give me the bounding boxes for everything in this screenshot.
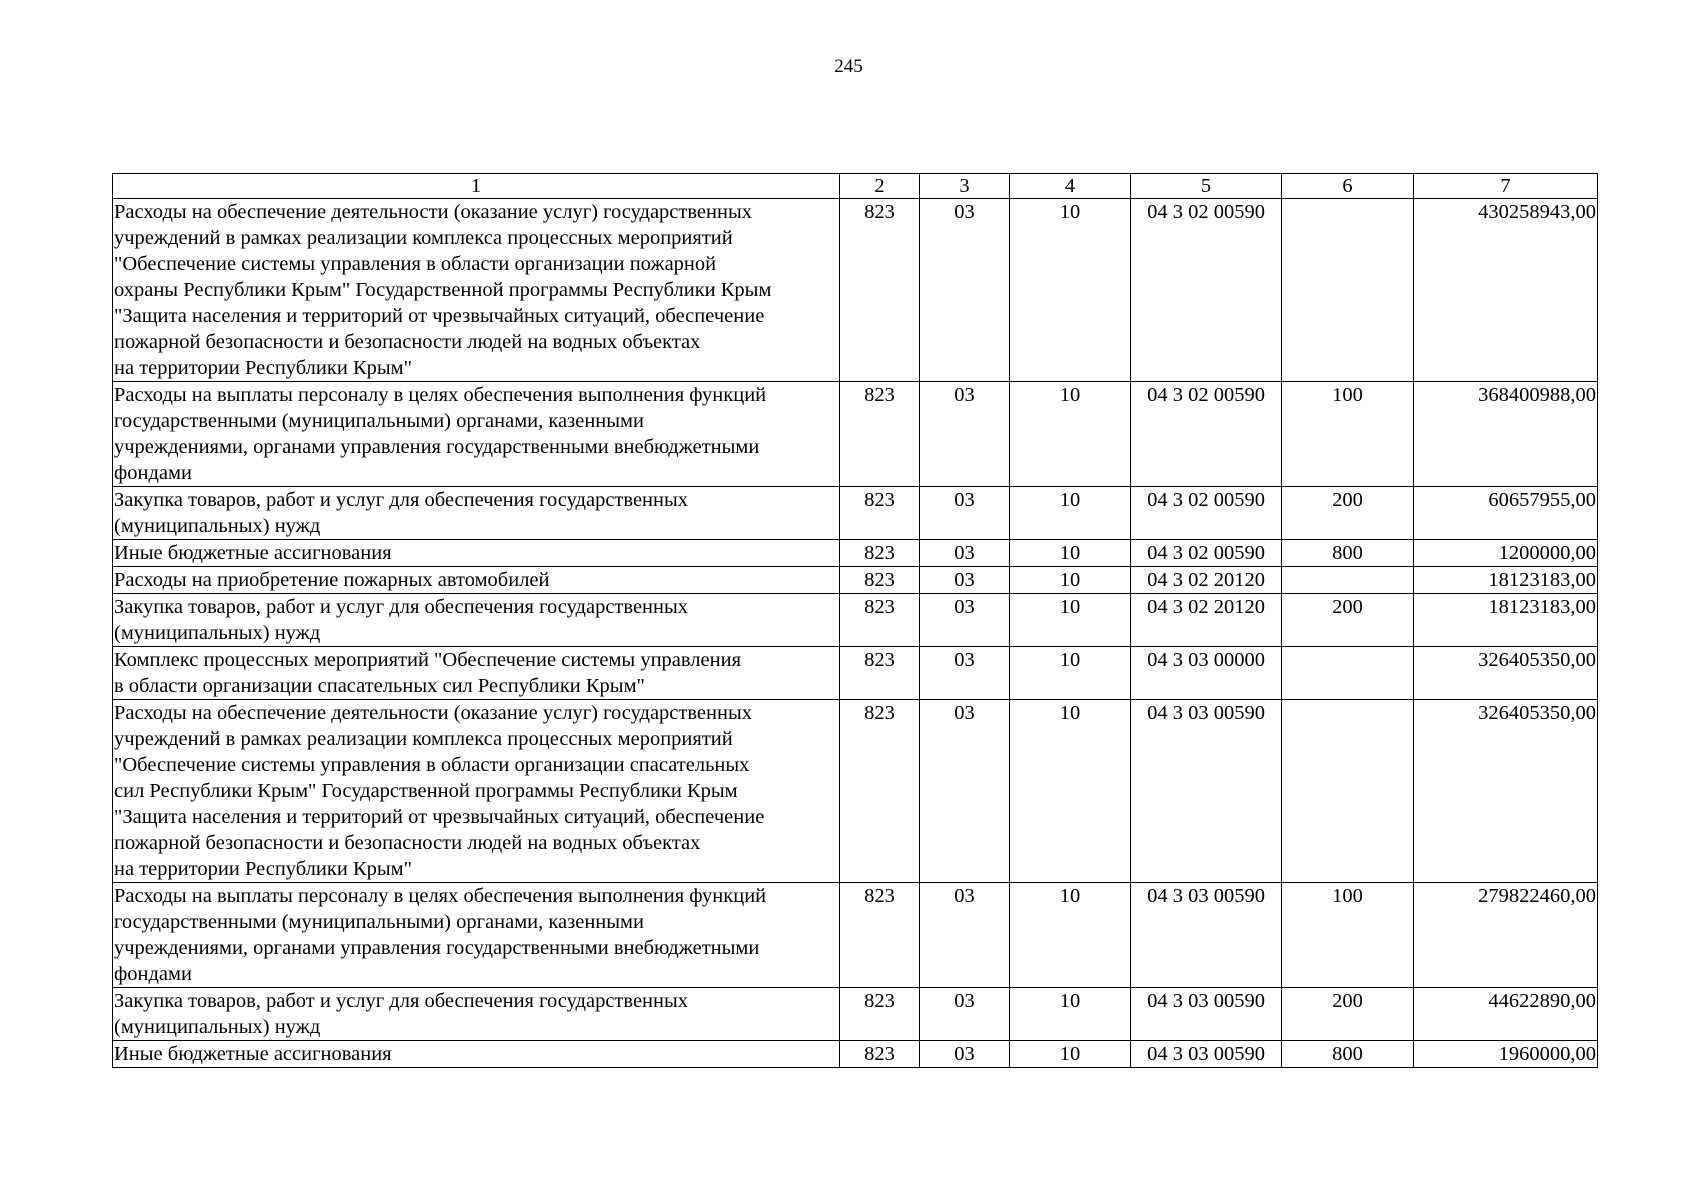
table-row <box>113 540 1598 567</box>
cell-expense-type: 800 <box>1282 540 1414 567</box>
cell-target-article: 04 3 02 00590 <box>1131 382 1282 487</box>
cell-amount: 60657955,00 <box>1414 487 1598 540</box>
table-row <box>113 594 1598 647</box>
cell-amount: 18123183,00 <box>1414 567 1598 594</box>
table-row <box>113 700 1598 883</box>
cell-amount: 44622890,00 <box>1414 988 1598 1041</box>
table-header-row <box>113 174 1598 199</box>
cell-amount: 326405350,00 <box>1414 700 1598 883</box>
cell-amount: 18123183,00 <box>1414 594 1598 647</box>
cell-grbs: 823 <box>840 1041 920 1068</box>
cell-amount: 279822460,00 <box>1414 883 1598 988</box>
cell-target-article: 04 3 02 00590 <box>1131 540 1282 567</box>
table-row <box>113 199 1598 382</box>
row-description: Расходы на обеспечение деятельности (оказание услуг) государственных учреждений в рамках реализации комплекса процессных мероприятий "Обеспечение системы управления в области организации пожарной охраны Республики Крым" Государственной программы Республики Крым "Защита населения и территорий от чрезвычайных ситуаций, обеспечение пожарной безопасности и безопасности людей на водных объектах на территории Республики Крым" <box>113 199 840 382</box>
cell-grbs: 823 <box>840 540 920 567</box>
row-description: Закупка товаров, работ и услуг для обеспечения государственных (муниципальных) нужд <box>113 487 840 540</box>
table-row <box>113 1041 1598 1068</box>
cell-subsection: 10 <box>1010 1041 1131 1068</box>
cell-expense-type: 800 <box>1282 1041 1414 1068</box>
cell-amount: 430258943,00 <box>1414 199 1598 382</box>
row-description: Закупка товаров, работ и услуг для обеспечения государственных (муниципальных) нужд <box>113 594 840 647</box>
cell-section: 03 <box>920 883 1010 988</box>
cell-subsection: 10 <box>1010 567 1131 594</box>
cell-subsection: 10 <box>1010 594 1131 647</box>
column-header: 1 <box>113 174 840 199</box>
row-description: Комплекс процессных мероприятий "Обеспечение системы управления в области организации спасательных сил Республики Крым" <box>113 647 840 700</box>
cell-grbs: 823 <box>840 487 920 540</box>
cell-expense-type <box>1282 567 1414 594</box>
column-header: 4 <box>1010 174 1131 199</box>
cell-subsection: 10 <box>1010 382 1131 487</box>
cell-subsection: 10 <box>1010 883 1131 988</box>
row-description: Расходы на выплаты персоналу в целях обеспечения выполнения функций государственными (муниципальными) органами, казенными учреждениями, органами управления государственными внебюджетными фондами <box>113 382 840 487</box>
column-header: 3 <box>920 174 1010 199</box>
cell-section: 03 <box>920 199 1010 382</box>
cell-grbs: 823 <box>840 988 920 1041</box>
cell-target-article: 04 3 02 20120 <box>1131 567 1282 594</box>
cell-section: 03 <box>920 647 1010 700</box>
table-row <box>113 382 1598 487</box>
row-description: Расходы на выплаты персоналу в целях обеспечения выполнения функций государственными (муниципальными) органами, казенными учреждениями, органами управления государственными внебюджетными фондами <box>113 883 840 988</box>
table-row <box>113 567 1598 594</box>
cell-amount: 1200000,00 <box>1414 540 1598 567</box>
table-row <box>113 487 1598 540</box>
cell-section: 03 <box>920 540 1010 567</box>
cell-subsection: 10 <box>1010 199 1131 382</box>
cell-expense-type: 200 <box>1282 594 1414 647</box>
row-description: Расходы на обеспечение деятельности (оказание услуг) государственных учреждений в рамках реализации комплекса процессных мероприятий "Обеспечение системы управления в области организации спасательных сил Республики Крым" Государственной программы Республики Крым "Защита населения и территорий от чрезвычайных ситуаций, обеспечение пожарной безопасности и безопасности людей на водных объектах на территории Республики Крым" <box>113 700 840 883</box>
row-description: Расходы на приобретение пожарных автомобилей <box>113 567 840 594</box>
cell-target-article: 04 3 03 00590 <box>1131 700 1282 883</box>
cell-section: 03 <box>920 700 1010 883</box>
cell-expense-type: 100 <box>1282 382 1414 487</box>
cell-section: 03 <box>920 594 1010 647</box>
cell-amount: 368400988,00 <box>1414 382 1598 487</box>
cell-target-article: 04 3 02 00590 <box>1131 487 1282 540</box>
cell-grbs: 823 <box>840 700 920 883</box>
cell-target-article: 04 3 02 00590 <box>1131 199 1282 382</box>
cell-target-article: 04 3 03 00590 <box>1131 1041 1282 1068</box>
cell-expense-type <box>1282 647 1414 700</box>
table-row <box>113 988 1598 1041</box>
cell-grbs: 823 <box>840 647 920 700</box>
cell-section: 03 <box>920 567 1010 594</box>
cell-target-article: 04 3 03 00590 <box>1131 988 1282 1041</box>
cell-section: 03 <box>920 1041 1010 1068</box>
cell-expense-type: 100 <box>1282 883 1414 988</box>
cell-expense-type: 200 <box>1282 988 1414 1041</box>
cell-grbs: 823 <box>840 594 920 647</box>
row-description: Закупка товаров, работ и услуг для обеспечения государственных (муниципальных) нужд <box>113 988 840 1041</box>
column-header: 6 <box>1282 174 1414 199</box>
cell-subsection: 10 <box>1010 700 1131 883</box>
cell-amount: 1960000,00 <box>1414 1041 1598 1068</box>
cell-target-article: 04 3 02 20120 <box>1131 594 1282 647</box>
cell-expense-type: 200 <box>1282 487 1414 540</box>
cell-expense-type <box>1282 199 1414 382</box>
cell-subsection: 10 <box>1010 487 1131 540</box>
row-description: Иные бюджетные ассигнования <box>113 1041 840 1068</box>
cell-amount: 326405350,00 <box>1414 647 1598 700</box>
cell-subsection: 10 <box>1010 540 1131 567</box>
table-row <box>113 647 1598 700</box>
row-description: Иные бюджетные ассигнования <box>113 540 840 567</box>
cell-grbs: 823 <box>840 567 920 594</box>
cell-target-article: 04 3 03 00590 <box>1131 883 1282 988</box>
cell-grbs: 823 <box>840 883 920 988</box>
cell-section: 03 <box>920 382 1010 487</box>
cell-grbs: 823 <box>840 382 920 487</box>
cell-target-article: 04 3 03 00000 <box>1131 647 1282 700</box>
cell-section: 03 <box>920 487 1010 540</box>
budget-table <box>112 173 1598 1068</box>
cell-grbs: 823 <box>840 199 920 382</box>
column-header: 5 <box>1131 174 1282 199</box>
cell-section: 03 <box>920 988 1010 1041</box>
cell-expense-type <box>1282 700 1414 883</box>
table-row <box>113 883 1598 988</box>
column-header: 7 <box>1414 174 1598 199</box>
cell-subsection: 10 <box>1010 988 1131 1041</box>
page-number: 245 <box>834 56 863 77</box>
cell-subsection: 10 <box>1010 647 1131 700</box>
column-header: 2 <box>840 174 920 199</box>
